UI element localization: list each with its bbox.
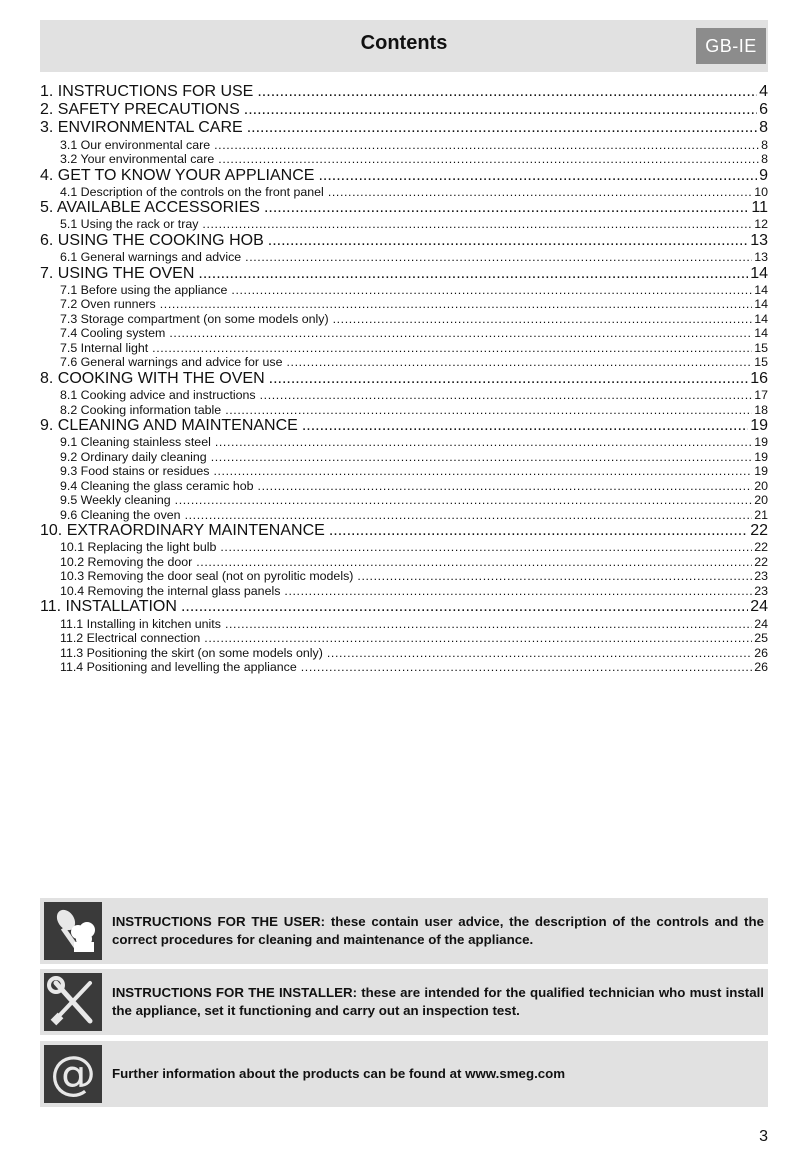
toc-entry-title: 5. AVAILABLE ACCESSORIES [40, 199, 260, 217]
toc-dot-leader [244, 101, 757, 119]
toc-dot-leader [286, 355, 752, 370]
toc-subsection [40, 297, 768, 312]
toc-dot-leader [357, 569, 752, 584]
toc-entry-title: 3. ENVIRONMENTAL CARE [40, 119, 243, 137]
wrench-screwdriver-icon [44, 973, 102, 1031]
toc-dot-leader [225, 403, 752, 418]
toc-subsection [40, 326, 768, 341]
notice-website [40, 1041, 768, 1107]
toc-entry-page: 8 [761, 152, 768, 167]
toc-section [40, 598, 768, 616]
toc-entry-title: 11. INSTALLATION [40, 598, 177, 616]
toc-dot-leader [245, 250, 752, 265]
toc-entry-title: 7.3 Storage compartment (on some models only) [60, 311, 329, 326]
toc-entry-title: 6.1 General warnings and advice [60, 250, 242, 265]
toc-entry-title: 9.4 Cleaning the glass ceramic hob [60, 478, 254, 493]
toc-dot-leader [196, 555, 752, 570]
toc-dot-leader [333, 312, 753, 327]
toc-entry-title: 10.1 Replacing the light bulb [60, 540, 217, 555]
toc-dot-leader [169, 326, 752, 341]
toc-entry-title: 2. SAFETY PRECAUTIONS [40, 101, 240, 119]
notice-user [40, 898, 768, 964]
toc-entry-page: 21 [754, 507, 768, 522]
toc-entry-title: 11.3 Positioning the skirt (on some models only) [60, 645, 323, 660]
toc-subsection [40, 508, 768, 523]
toc-entry-page: 22 [754, 540, 768, 555]
toc-entry-page: 20 [754, 493, 768, 508]
toc-entry-page: 26 [754, 645, 768, 660]
toc-entry-page: 14 [754, 326, 768, 341]
toc-entry-page: 14 [750, 264, 768, 282]
toc-dot-leader [328, 185, 752, 200]
toc-dot-leader [202, 217, 752, 232]
toc-section [40, 83, 768, 101]
toc-subsection [40, 185, 768, 200]
toc-entry-page: 22 [754, 554, 768, 569]
toc-entry-page: 12 [754, 217, 768, 232]
toc-dot-leader [231, 283, 752, 298]
toc-entry-title: 10.4 Removing the internal glass panels [60, 583, 281, 598]
toc-dot-leader [218, 152, 759, 167]
toc-entry-title: 7.1 Before using the appliance [60, 282, 228, 297]
toc-entry-page: 17 [754, 388, 768, 402]
toc-section [40, 370, 768, 388]
toc-entry-title: 9.5 Weekly cleaning [60, 493, 171, 508]
toc-entry-title: 11.4 Positioning and levelling the appliance [60, 660, 297, 675]
toc-entry-title: 10. EXTRAORDINARY MAINTENANCE [40, 522, 325, 540]
toc-entry-title: 11.1 Installing in kitchen units [60, 616, 221, 631]
toc-subsection [40, 283, 768, 298]
toc-subsection [40, 138, 768, 153]
toc-subsection [40, 435, 768, 450]
toc-entry-title: 9.3 Food stains or residues [60, 464, 210, 479]
toc-entry-page: 19 [754, 449, 768, 464]
notice-installer-text: INSTRUCTIONS FOR THE INSTALLER: these are intended for the qualified technician who must install the appliance, set it functioning and carry out an inspection test. [112, 985, 764, 1018]
toc-section [40, 522, 768, 540]
toc-entry-title: 7. USING THE OVEN [40, 264, 195, 282]
toc-dot-leader [260, 388, 753, 403]
toc-subsection [40, 617, 768, 632]
notice-installer [40, 969, 768, 1035]
toc-section [40, 417, 768, 435]
toc-subsection [40, 403, 768, 418]
toc-entry-page: 14 [754, 282, 768, 297]
toc-dot-leader [215, 435, 752, 450]
toc-entry-title: 3.1 Our environmental care [60, 137, 211, 152]
toc-entry-title: 3.2 Your environmental care [60, 152, 215, 167]
toc-dot-leader [284, 584, 752, 599]
toc-dot-leader [225, 617, 752, 632]
toc-dot-leader [247, 119, 757, 137]
toc-dot-leader [185, 508, 753, 523]
toc-entry-page: 8 [759, 119, 768, 137]
toc-entry-page: 16 [750, 369, 768, 387]
toc-entry-page: 24 [754, 616, 768, 631]
toc-subsection [40, 569, 768, 584]
toc-entry-page: 15 [754, 340, 768, 355]
toc-subsection [40, 493, 768, 508]
toc-entry-page: 19 [754, 464, 768, 479]
toc-subsection [40, 152, 768, 167]
toc-dot-leader [329, 522, 748, 540]
table-of-contents [40, 83, 768, 675]
toc-entry-page: 6 [759, 101, 768, 119]
toc-subsection [40, 540, 768, 555]
toc-entry-page: 19 [754, 435, 768, 450]
toc-dot-leader [204, 631, 752, 646]
toc-subsection [40, 217, 768, 232]
toc-dot-leader [269, 370, 749, 388]
page-number: 3 [759, 1128, 768, 1145]
toc-dot-leader [152, 341, 752, 356]
toc-dot-leader [264, 199, 749, 217]
toc-section [40, 167, 768, 185]
toc-subsection [40, 355, 768, 370]
toc-entry-title: 9. CLEANING AND MAINTENANCE [40, 417, 298, 434]
toc-entry-title: 6. USING THE COOKING HOB [40, 231, 264, 249]
toc-entry-title: 8.2 Cooking information table [60, 402, 222, 417]
toc-dot-leader [302, 417, 748, 435]
toc-dot-leader [327, 646, 752, 661]
toc-entry-page: 9 [759, 166, 768, 184]
toc-entry-title: 8. COOKING WITH THE OVEN [40, 369, 265, 387]
toc-entry-page: 26 [754, 660, 768, 675]
toc-entry-page: 20 [754, 478, 768, 493]
toc-entry-title: 1. INSTRUCTIONS FOR USE [40, 83, 254, 100]
toc-subsection [40, 388, 768, 403]
toc-entry-page: 19 [750, 417, 768, 434]
toc-dot-leader [181, 598, 748, 616]
toc-subsection [40, 660, 768, 675]
toc-subsection [40, 250, 768, 265]
toc-entry-title: 7.4 Cooling system [60, 326, 166, 341]
toc-section [40, 119, 768, 137]
toc-dot-leader [301, 660, 752, 675]
toc-entry-page: 13 [750, 231, 768, 249]
toc-entry-title: 7.5 Internal light [60, 340, 149, 355]
toc-entry-title: 11.2 Electrical connection [60, 631, 201, 646]
toc-entry-title: 7.2 Oven runners [60, 297, 156, 312]
toc-entry-title: 10.3 Removing the door seal (not on pyrolitic models) [60, 569, 354, 584]
toc-entry-page: 4 [759, 83, 768, 100]
language-badge: GB-IE [696, 28, 766, 64]
toc-dot-leader [175, 493, 753, 508]
toc-subsection [40, 464, 768, 479]
toc-entry-page: 25 [754, 631, 768, 646]
toc-entry-title: 8.1 Cooking advice and instructions [60, 388, 256, 402]
notice-website-text: Further information about the products can be found at www.smeg.com [112, 1066, 566, 1081]
toc-subsection [40, 584, 768, 599]
toc-dot-leader [258, 479, 753, 494]
notice-user-text: INSTRUCTIONS FOR THE USER: these contain user advice, the description of the controls and the correct procedures for cleaning and maintenance of the appliance. [112, 914, 764, 947]
toc-entry-title: 9.6 Cleaning the oven [60, 507, 181, 522]
toc-entry-page: 13 [754, 250, 768, 265]
toc-dot-leader [257, 83, 757, 101]
toc-subsection [40, 555, 768, 570]
svg-text:@: @ [50, 1046, 96, 1100]
toc-entry-page: 10 [754, 184, 768, 199]
toc-entry-page: 23 [754, 569, 768, 584]
at-sign-icon [44, 1045, 102, 1103]
toc-entry-title: 9.1 Cleaning stainless steel [60, 435, 211, 450]
toc-entry-page: 8 [761, 137, 768, 152]
toc-entry-page: 22 [750, 522, 768, 540]
toc-entry-title: 4. GET TO KNOW YOUR APPLIANCE [40, 166, 315, 184]
toc-section [40, 101, 768, 119]
toc-entry-page: 18 [754, 402, 768, 417]
toc-section [40, 232, 768, 250]
toc-section [40, 199, 768, 217]
toc-subsection [40, 646, 768, 661]
contents-header [40, 20, 768, 72]
toc-dot-leader [198, 265, 748, 283]
toc-entry-title: 4.1 Description of the controls on the front panel [60, 184, 324, 199]
toc-dot-leader [318, 167, 757, 185]
toc-subsection [40, 312, 768, 327]
toc-entry-page: 11 [751, 199, 768, 217]
toc-dot-leader [213, 464, 752, 479]
toc-subsection [40, 450, 768, 465]
toc-entry-page: 15 [754, 355, 768, 370]
chef-hat-spoon-icon [44, 902, 102, 960]
toc-dot-leader [268, 232, 748, 250]
toc-dot-leader [220, 540, 752, 555]
toc-subsection [40, 341, 768, 356]
page-title: Contents [360, 32, 448, 54]
toc-subsection [40, 631, 768, 646]
toc-entry-page: 24 [750, 598, 768, 616]
toc-subsection [40, 479, 768, 494]
toc-entry-page: 14 [754, 297, 768, 312]
toc-entry-title: 9.2 Ordinary daily cleaning [60, 449, 207, 464]
toc-section [40, 265, 768, 283]
toc-entry-title: 5.1 Using the rack or tray [60, 217, 199, 232]
toc-entry-title: 7.6 General warnings and advice for use [60, 355, 283, 370]
toc-dot-leader [214, 138, 759, 153]
toc-entry-page: 14 [754, 311, 768, 326]
toc-entry-title: 10.2 Removing the door [60, 554, 193, 569]
toc-dot-leader [160, 297, 752, 312]
toc-dot-leader [211, 450, 752, 465]
toc-entry-page: 23 [754, 583, 768, 598]
